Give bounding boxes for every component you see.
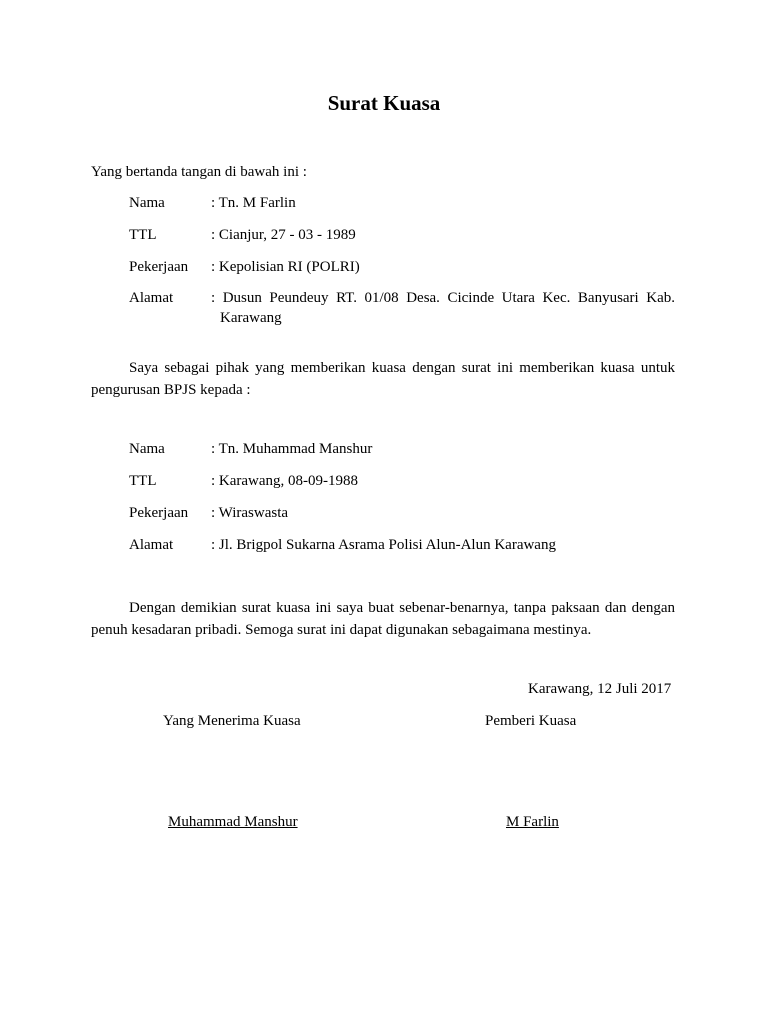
grantee-nama-label: Nama xyxy=(129,441,165,457)
grantee-pekerjaan-value: : Wiraswasta xyxy=(211,505,289,521)
closing-text: Dengan demikian surat kuasa ini saya buat sebenar-benarnya, tanpa paksaan dan dengan penuh kesadaran pribadi. Semoga surat ini dapat digunakan sebagaimana mestinya. xyxy=(91,600,675,638)
intro-text: Yang bertanda tangan di bawah ini : xyxy=(91,164,307,180)
statement-paragraph xyxy=(91,357,675,401)
grantor-pekerjaan-label: Pekerjaan xyxy=(129,259,189,275)
signature-left-name: Muhammad Manshur xyxy=(168,814,298,830)
grantee-ttl-label: TTL xyxy=(129,473,157,489)
document-title: Surat Kuasa xyxy=(327,91,441,115)
statement-text: Saya sebagai pihak yang memberikan kuasa dengan surat ini memberikan kuasa untuk pengurusan BPJS kepada : xyxy=(91,360,675,398)
grantee-alamat-value: : Jl. Brigpol Sukarna Asrama Polisi Alun-Alun Karawang xyxy=(211,537,556,553)
signature-right-name: M Farlin xyxy=(506,814,559,830)
grantor-alamat-value-cont: Karawang xyxy=(220,310,282,326)
signature-right-role: Pemberi Kuasa xyxy=(485,713,577,729)
grantor-ttl-label: TTL xyxy=(129,227,157,243)
grantor-alamat-value: : Dusun Peundeuy RT. 01/08 Desa. Cicinde Utara Kec. Banyusari Kab. xyxy=(211,290,675,306)
grantor-nama-label: Nama xyxy=(129,195,165,211)
grantor-ttl-value: : Cianjur, 27 - 03 - 1989 xyxy=(211,227,356,243)
grantor-pekerjaan-value: : Kepolisian RI (POLRI) xyxy=(211,259,360,275)
signature-left-role: Yang Menerima Kuasa xyxy=(163,713,301,729)
grantee-ttl-value: : Karawang, 08-09-1988 xyxy=(211,473,359,489)
grantor-nama-value: : Tn. M Farlin xyxy=(211,195,296,211)
place-date: Karawang, 12 Juli 2017 xyxy=(528,681,672,697)
grantee-nama-value: : Tn. Muhammad Manshur xyxy=(211,441,373,457)
grantor-alamat-label: Alamat xyxy=(129,290,174,306)
grantee-alamat-label: Alamat xyxy=(129,537,174,553)
grantee-pekerjaan-label: Pekerjaan xyxy=(129,505,189,521)
closing-paragraph xyxy=(91,597,675,641)
